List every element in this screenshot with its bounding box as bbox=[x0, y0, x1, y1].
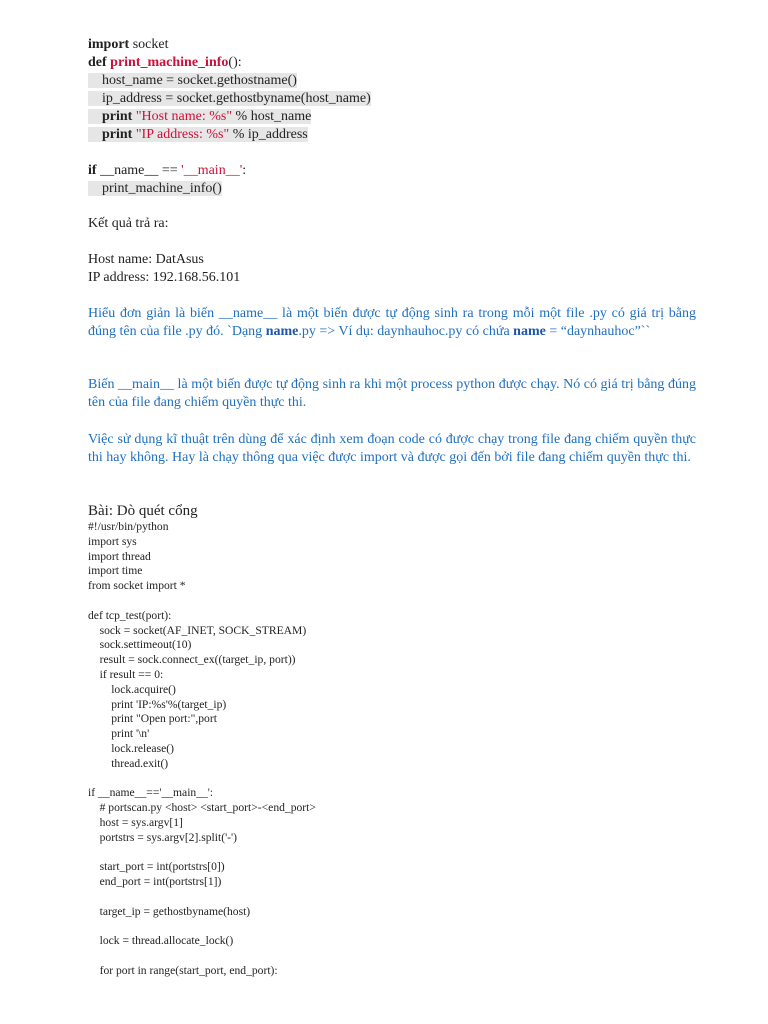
code-line: result = sock.connect_ex((target_ip, port)) bbox=[88, 653, 296, 667]
code-line: if __name__=='__main__': bbox=[88, 786, 214, 800]
code-line bbox=[88, 594, 316, 609]
code-line: from socket import * bbox=[88, 579, 186, 593]
code-line bbox=[88, 846, 316, 861]
output-line-ip: IP address: 192.168.56.101 bbox=[88, 270, 241, 285]
code-line: print "Host name: %s" % host_name bbox=[88, 108, 371, 126]
code-line bbox=[88, 144, 371, 162]
code-line: sock.settimeout(10) bbox=[88, 638, 192, 652]
code-line: print "IP address: %s" % ip_address bbox=[88, 126, 371, 144]
code-line: #!/usr/bin/python bbox=[88, 520, 169, 533]
bold-term: name bbox=[513, 323, 546, 339]
code-line: host_name = socket.gethostname() bbox=[88, 73, 297, 88]
code-line: print "Open port:",port bbox=[88, 712, 217, 726]
code-line bbox=[88, 772, 316, 787]
code-snippet-portscan bbox=[88, 520, 316, 979]
code-line: lock.release() bbox=[88, 741, 174, 755]
section-title: Bài: Dò quét cổng bbox=[88, 503, 198, 519]
code-line: print 'IP:%s'%(target_ip) bbox=[88, 697, 227, 711]
code-line: lock = thread.allocate_lock() bbox=[88, 934, 234, 948]
code-line: import time bbox=[88, 564, 143, 578]
explain-paragraph-usage: Việc sử dụng kĩ thuật trên dùng để xác định xem đoạn code có được chạy trong file đang chiếm quyền thực thi hay không. Hay là chạy thông qua việc được import và được gọi đến bởi file đang chiếm quyền thực thi. bbox=[88, 432, 696, 465]
code-line: import sys bbox=[88, 534, 137, 548]
explain-text: .py => Ví dụ: daynhauhoc.py có chứa bbox=[298, 323, 514, 339]
code-line: portstrs = sys.argv[2].split('-') bbox=[88, 830, 237, 844]
code-snippet-machine-info bbox=[88, 36, 371, 198]
code-line bbox=[88, 949, 316, 964]
code-line: target_ip = gethostbyname(host) bbox=[88, 904, 251, 918]
code-line: print_machine_info() bbox=[88, 181, 222, 196]
code-line: ip_address = socket.gethostbyname(host_name) bbox=[88, 91, 371, 106]
code-line bbox=[88, 920, 316, 935]
explain-text: = “daynhauhoc”`` bbox=[545, 323, 651, 339]
code-line: start_port = int(portstrs[0]) bbox=[88, 860, 225, 874]
code-line: import thread bbox=[88, 549, 151, 563]
code-line: import socket bbox=[88, 37, 169, 52]
code-line: if result == 0: bbox=[88, 667, 164, 681]
code-line: lock.acquire() bbox=[88, 682, 176, 696]
code-line: # portscan.py <host> <start_port>-<end_port> bbox=[88, 801, 316, 815]
code-line: thread.exit() bbox=[88, 756, 169, 770]
explain-paragraph-main: Biến __main__ là một biến được tự động sinh ra khi một process python được chạy. Nó có giá trị bằng đúng tên của file đang chiếm quyền thực thi. bbox=[88, 377, 696, 410]
explain-text: Hiểu đơn giản là biến __name__ là một biến được tự động sinh ra trong mỗi một file .py có giá trị bằng đúng tên của file .py đó. `Dạng bbox=[88, 306, 696, 339]
code-line: for port in range(start_port, end_port): bbox=[88, 963, 278, 977]
output-line-host: Host name: DatAsus bbox=[88, 252, 204, 267]
code-line: def tcp_test(port): bbox=[88, 608, 172, 622]
code-line: print '\n' bbox=[88, 727, 150, 741]
code-line: if __name__ == '__main__': bbox=[88, 163, 247, 178]
code-line bbox=[88, 890, 316, 905]
code-line: host = sys.argv[1] bbox=[88, 815, 183, 829]
bold-term: name bbox=[265, 323, 299, 339]
result-label: Kết quả trả ra: bbox=[88, 216, 169, 231]
explain-paragraph-name bbox=[88, 305, 696, 340]
code-line: def print_machine_info(): bbox=[88, 55, 242, 70]
code-line: end_port = int(portstrs[1]) bbox=[88, 875, 222, 889]
code-line: sock = socket(AF_INET, SOCK_STREAM) bbox=[88, 623, 307, 637]
